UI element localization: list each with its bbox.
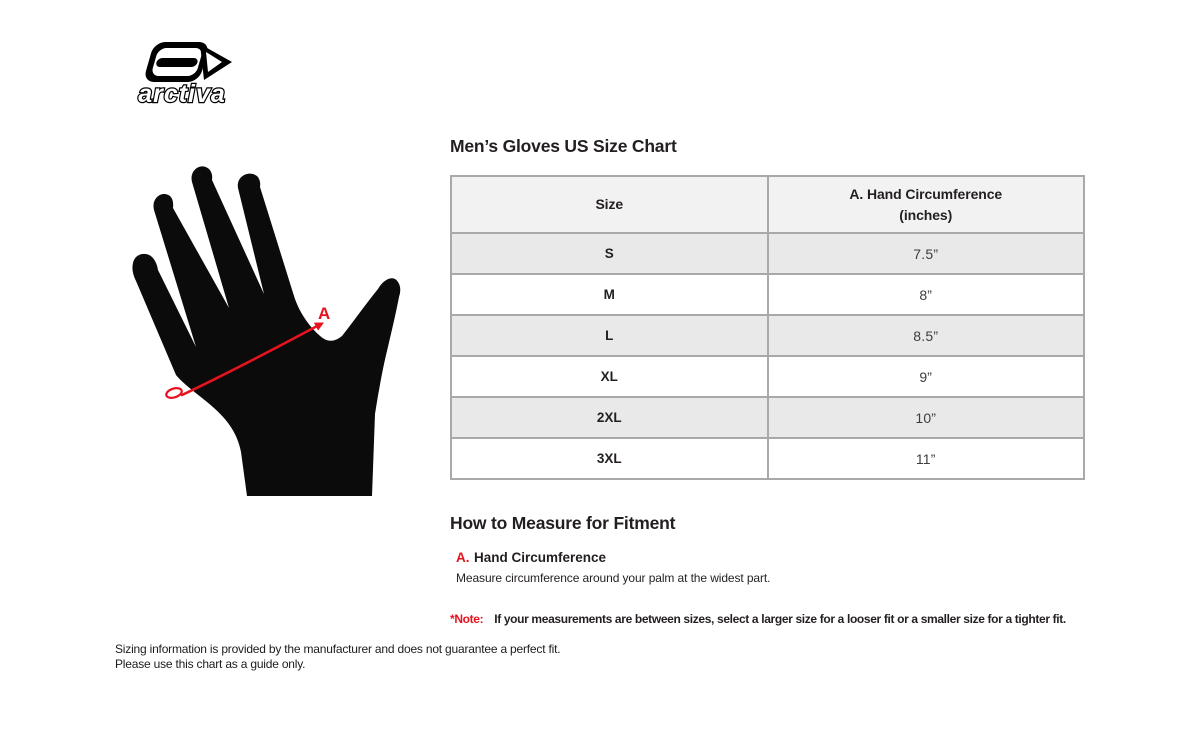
size-label: L [451,315,768,356]
disclaimer-line1: Sizing information is provided by the manufacturer and does not guarantee a perfect fit. [115,642,561,656]
size-value: 8” [768,274,1085,315]
measure-label: Hand Circumference [473,550,606,565]
table-row [451,397,1084,438]
circumference-column-header [768,176,1085,233]
circumference-header-line1: A. Hand Circumference [849,186,1003,203]
measure-item-title [456,549,770,567]
measure-line-curl [165,386,183,399]
size-label: S [451,233,768,274]
table-row [451,315,1084,356]
disclaimer [115,642,560,671]
note-text: If your measurements are between sizes, select a larger size for a looser fit or a smaller size for a tighter fit. [494,612,1066,626]
hand-shape [132,166,400,496]
note-label: *Note: [450,612,484,626]
arctiva-logo-icon [126,34,242,110]
sizing-note [450,612,1066,626]
size-value: 7.5” [768,233,1085,274]
size-column-header: Size [451,176,768,233]
size-label: 3XL [451,438,768,479]
size-table [450,175,1085,480]
arctiva-wordmark: arctiva [138,80,226,108]
size-value: 11” [768,438,1085,479]
size-label: XL [451,356,768,397]
how-to-measure-heading: How to Measure for Fitment [450,513,676,533]
arctiva-logo [126,34,242,110]
measure-point-a-label: A [318,304,331,323]
disclaimer-line2: Please use this chart as a guide only. [115,656,306,671]
size-label: 2XL [451,397,768,438]
measure-item-hand-circumference [456,549,770,585]
hand-silhouette [115,150,415,510]
size-value: 10” [768,397,1085,438]
size-label: M [451,274,768,315]
table-row [451,233,1084,274]
measure-description: Measure circumference around your palm at the widest part. [456,571,771,585]
table-row [451,356,1084,397]
table-header-row [451,176,1084,233]
page-title: Men’s Gloves US Size Chart [450,136,677,156]
measure-key: A. [456,550,470,565]
size-value: 8.5” [768,315,1085,356]
table-row [451,274,1084,315]
hand-measurement-diagram [115,150,415,510]
size-value: 9” [768,356,1085,397]
table-row [451,438,1084,479]
circumference-header-line2: (inches) [899,206,953,223]
